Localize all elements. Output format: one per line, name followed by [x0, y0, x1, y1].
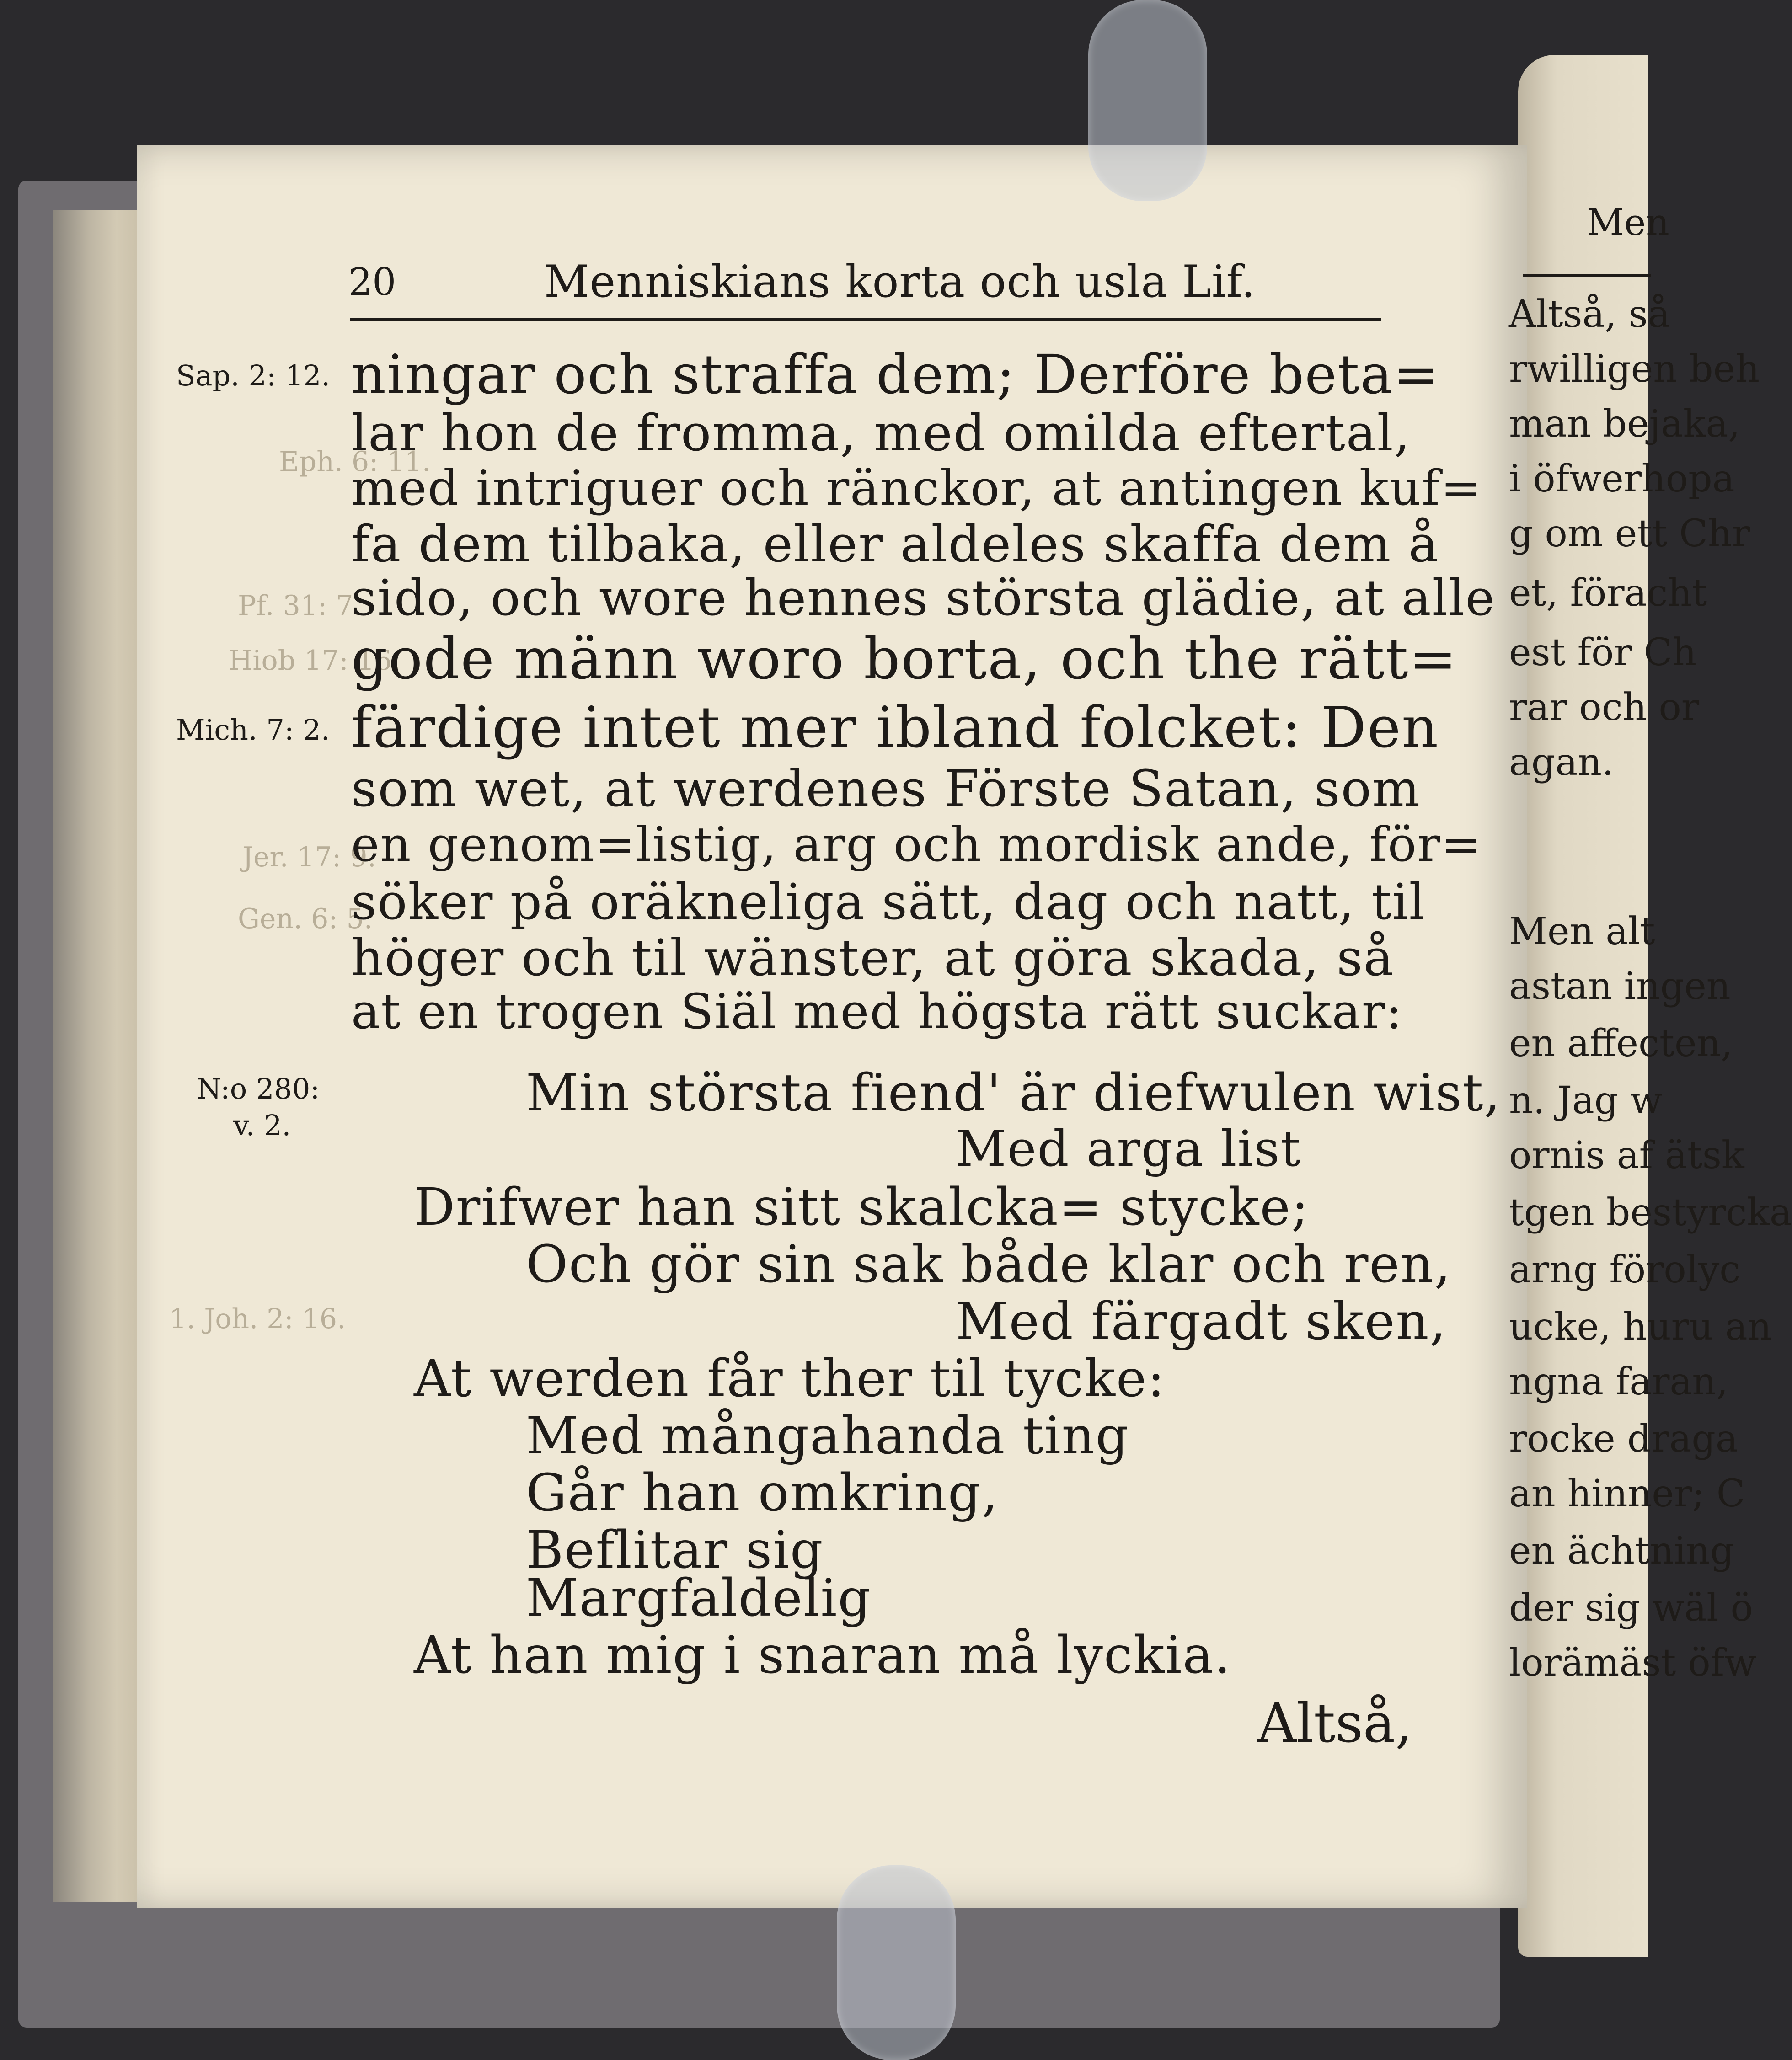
body-line: färdige intet mer ibland folcket: Den — [351, 695, 1439, 761]
right-page-line: arng förolyc — [1509, 1248, 1741, 1292]
right-page-line: est för Ch — [1509, 631, 1697, 674]
right-page-rule — [1523, 274, 1651, 277]
right-page-line: astan ingen — [1509, 965, 1731, 1008]
body-line: ningar och straffa dem; Derföre beta= — [351, 343, 1439, 406]
right-page-line: Altså, så — [1509, 293, 1670, 336]
right-page-line: ucke, huru an — [1509, 1305, 1772, 1349]
bleed-through-note: Hiob 17: 16. — [229, 645, 401, 677]
verse-line: Går han omkring, — [526, 1463, 999, 1523]
right-page-line: ngna faran, — [1509, 1360, 1728, 1404]
right-page-line: man bejaka, — [1509, 402, 1740, 446]
verse-line: Med mångahanda ting — [526, 1406, 1129, 1466]
body-line: fa dem tilbaka, eller aldeles skaffa dem å — [351, 515, 1439, 573]
right-page-line: rocke draga — [1509, 1417, 1738, 1461]
bleed-through-note: Pf. 31: 7. — [238, 590, 362, 622]
verse-line: At han mig i snaran må lyckia. — [414, 1626, 1231, 1685]
right-page-line: tgen bestyrcka — [1509, 1191, 1792, 1234]
page-edges — [53, 210, 144, 1902]
verse-line: Min största fiend' är diefwulen wist, — [526, 1063, 1502, 1123]
catchword: Altså, — [1257, 1692, 1412, 1755]
body-line: höger och til wänster, at göra skada, så — [351, 929, 1395, 987]
page-number: 20 — [348, 261, 396, 304]
right-page-line: rwilligen beh — [1509, 347, 1760, 391]
verse-line: Beflitar sig — [526, 1521, 824, 1580]
right-page-line: lorämäst öfw — [1509, 1641, 1757, 1685]
right-page-line: en ächtning — [1509, 1529, 1734, 1573]
right-page-line: der sig wäl ö — [1509, 1586, 1753, 1630]
verse-line: At werden får ther til tycke: — [414, 1349, 1166, 1409]
body-line: lar hon de fromma, med omilda eftertal, — [351, 404, 1411, 462]
header-rule — [350, 318, 1381, 321]
body-line: gode männ woro borta, och the rätt= — [351, 626, 1458, 692]
bleed-through-note: Gen. 6: 5. — [238, 903, 373, 935]
body-line: sido, och wore hennes största glädie, at alle — [351, 570, 1496, 627]
right-page-line: rar och or — [1509, 686, 1700, 729]
right-page-line: an hinner; C — [1509, 1472, 1745, 1516]
right-page-line: et, föracht — [1509, 571, 1707, 615]
body-line: med intriguer och ränckor, at antingen kuf= — [351, 460, 1482, 516]
margin-note: N:o 280: — [197, 1072, 320, 1105]
page-clip — [1088, 0, 1207, 201]
right-page-line: ornis af ätsk — [1509, 1134, 1744, 1177]
right-page-line: agan. — [1509, 741, 1614, 784]
verse-line: Med arga list — [956, 1121, 1301, 1178]
right-page-line: n. Jag w — [1509, 1079, 1663, 1122]
margin-note: v. 2. — [233, 1109, 291, 1142]
right-page-line: Men alt — [1509, 910, 1655, 953]
verse-line: Med färgadt sken, — [956, 1292, 1447, 1351]
verse-line: Drifwer han sitt skalcka= stycke; — [414, 1178, 1310, 1237]
margin-note: Sap. 2: 12. — [176, 359, 331, 392]
bleed-through-note: Eph. 6: 11. — [279, 446, 431, 478]
body-line: som wet, at werdenes Förste Satan, som — [351, 759, 1421, 818]
margin-note: Mich. 7: 2. — [176, 713, 330, 747]
body-line: en genom=listig, arg och mordisk ande, för= — [351, 817, 1482, 872]
verse-line: Och gör sin sak både klar och ren, — [526, 1235, 1452, 1294]
right-page-line: g om ett Chr — [1509, 512, 1750, 555]
body-line: at en trogen Siäl med högsta rätt suckar: — [351, 983, 1403, 1040]
bleed-through-note: Jer. 17: 9. — [242, 841, 376, 873]
running-title: Menniskians korta och usla Lif. — [544, 256, 1256, 307]
right-page-header: Men — [1587, 201, 1669, 244]
page-clip — [837, 1865, 956, 2060]
body-line: söker på oräkneliga sätt, dag och natt, til — [351, 874, 1426, 931]
right-page-line: en affecten, — [1509, 1022, 1733, 1065]
verse-line: Margfaldelig — [526, 1569, 872, 1628]
right-page-line: i öfwerhopa — [1509, 457, 1735, 501]
bleed-through-note: 1. Joh. 2: 16. — [169, 1303, 346, 1335]
